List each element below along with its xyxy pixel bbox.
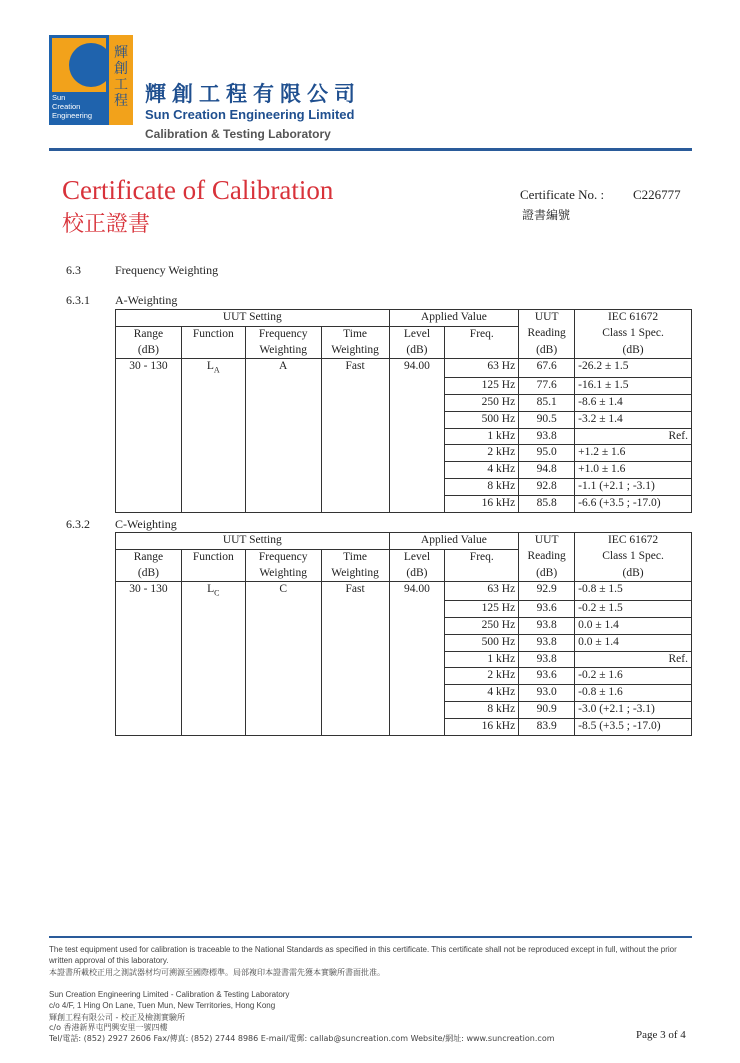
footer-notice-english: The test equipment used for calibration is traceable to the National Standards as specified in this certificate. This certificate shall not be reproduced except in full, without the prior xyxy=(49,945,677,954)
level-cell: 94.00 xyxy=(389,582,445,601)
freq-cell: 8 kHz xyxy=(445,478,519,495)
freq-cell: 16 kHz xyxy=(445,718,519,735)
footer-notice-chinese: 本證書所載校正用之測試器材均可溯源至國際標準。局部複印本證書需先獲本實驗所書面批准。 xyxy=(49,968,385,977)
logo-char: 程 xyxy=(114,93,128,109)
table-row xyxy=(116,445,692,462)
spec-cell: -16.1 ± 1.5 xyxy=(575,378,692,395)
reading-cell: 92.8 xyxy=(519,478,575,495)
level-cell: 94.00 xyxy=(389,359,445,378)
header-iec: IEC 61672 xyxy=(575,310,692,327)
c-weighting-table xyxy=(115,532,692,736)
header-applied-value: Applied Value xyxy=(389,310,519,327)
section-title: Frequency Weighting xyxy=(115,263,219,277)
header-spec: Class 1 Spec. xyxy=(575,549,692,565)
certificate-number-label: Certificate No. : xyxy=(520,187,605,202)
table-row xyxy=(116,718,692,735)
freq-cell: 2 kHz xyxy=(445,445,519,462)
freq-cell: 16 kHz xyxy=(445,495,519,512)
freq-cell: 4 kHz xyxy=(445,685,519,702)
header-level: Level xyxy=(389,326,445,342)
header-frequency-weighting-2: Weighting xyxy=(245,566,321,582)
freq-cell: 63 Hz xyxy=(445,582,519,601)
spec-cell: 0.0 ± 1.4 xyxy=(575,634,692,651)
logo-char: 創 xyxy=(114,61,128,77)
freq-cell: 1 kHz xyxy=(445,651,519,668)
laboratory-name: Calibration & Testing Laboratory xyxy=(145,127,331,141)
table-row xyxy=(116,462,692,479)
reading-cell: 85.8 xyxy=(519,495,575,512)
header-applied-value: Applied Value xyxy=(389,533,519,550)
table-row xyxy=(116,701,692,718)
spec-cell: Ref. xyxy=(575,651,692,668)
header-uut-setting: UUT Setting xyxy=(116,533,390,550)
header-blank xyxy=(445,343,519,359)
header-range: Range xyxy=(116,326,182,342)
function-cell xyxy=(181,582,245,601)
footer-address-3: 輝創工程有限公司 - 校正及檢測實驗所 xyxy=(49,1013,185,1022)
header-iec: IEC 61672 xyxy=(575,533,692,550)
certificate-number: C226777 xyxy=(633,187,681,202)
header-time-weighting-2: Weighting xyxy=(321,566,389,582)
table-row xyxy=(116,601,692,618)
reading-cell: 93.8 xyxy=(519,634,575,651)
header-freq: Freq. xyxy=(445,549,519,565)
table-row xyxy=(116,668,692,685)
logo-word: Sun xyxy=(52,93,66,102)
header-level: Level xyxy=(389,549,445,565)
header-freq: Freq. xyxy=(445,326,519,342)
reading-cell: 83.9 xyxy=(519,718,575,735)
table-row xyxy=(116,359,692,378)
page-number: Page 3 of 4 xyxy=(636,1029,686,1041)
table-row xyxy=(116,478,692,495)
footer-address-2: c/o 4/F, 1 Hing On Lane, Tuen Mun, New Territories, Hong Kong xyxy=(49,1001,276,1010)
company-name-english: Sun Creation Engineering Limited xyxy=(145,107,355,122)
freq-cell: 500 Hz xyxy=(445,411,519,428)
logo-char: 輝 xyxy=(114,45,128,61)
reading-cell: 93.6 xyxy=(519,668,575,685)
frequency-weighting-cell: C xyxy=(245,582,321,601)
spec-cell: -8.5 (+3.5 ; -17.0) xyxy=(575,718,692,735)
function-subscript: A xyxy=(213,365,220,375)
header-frequency-weighting: Frequency xyxy=(245,549,321,565)
table-row xyxy=(116,582,692,601)
reading-cell: 90.9 xyxy=(519,701,575,718)
logo-chinese-text xyxy=(109,45,133,109)
function-symbol: L xyxy=(206,360,214,373)
footer-address-4: c/o 香港新界屯門興安里一號四樓 xyxy=(49,1023,168,1032)
reading-cell: 85.1 xyxy=(519,394,575,411)
header-reading-unit: (dB) xyxy=(519,343,575,359)
logo-circle xyxy=(69,43,113,87)
reading-cell: 93.8 xyxy=(519,617,575,634)
header-range: Range xyxy=(116,549,182,565)
subsection-title: C-Weighting xyxy=(115,517,177,531)
header-uut-setting: UUT Setting xyxy=(116,310,390,327)
company-logo xyxy=(49,35,133,125)
function-cell xyxy=(181,359,245,378)
freq-cell: 250 Hz xyxy=(445,617,519,634)
table-row xyxy=(116,394,692,411)
header-spec: Class 1 Spec. xyxy=(575,326,692,342)
section-number: 6.3 xyxy=(66,263,81,277)
header-level-unit: (dB) xyxy=(389,343,445,359)
spec-cell: -1.1 (+2.1 ; -3.1) xyxy=(575,478,692,495)
certificate-title: Certificate of Calibration xyxy=(62,175,334,205)
a-weighting-table xyxy=(115,309,692,513)
header-spec-unit: (dB) xyxy=(575,343,692,359)
freq-cell: 1 kHz xyxy=(445,428,519,445)
header-function: Function xyxy=(181,549,245,565)
reading-cell: 92.9 xyxy=(519,582,575,601)
reading-cell: 94.8 xyxy=(519,462,575,479)
reading-cell: 93.6 xyxy=(519,601,575,618)
footer-address-1: Sun Creation Engineering Limited - Calibration & Testing Laboratory xyxy=(49,990,290,999)
table-row xyxy=(116,617,692,634)
spec-cell: -0.8 ± 1.6 xyxy=(575,685,692,702)
spec-cell: -8.6 ± 1.4 xyxy=(575,394,692,411)
header-time-weighting-2: Weighting xyxy=(321,343,389,359)
table-row xyxy=(116,378,692,395)
frequency-weighting-cell: A xyxy=(245,359,321,378)
freq-cell: 250 Hz xyxy=(445,394,519,411)
spec-cell: Ref. xyxy=(575,428,692,445)
header-reading-unit: (dB) xyxy=(519,566,575,582)
logo-word: Creation xyxy=(52,102,81,111)
certificate-number-label-chinese: 證書編號 xyxy=(522,208,571,222)
reading-cell: 95.0 xyxy=(519,445,575,462)
function-subscript: C xyxy=(214,588,220,598)
header-uut: UUT xyxy=(519,310,575,327)
logo-english-text xyxy=(52,93,92,120)
spec-cell: -0.8 ± 1.5 xyxy=(575,582,692,601)
freq-cell: 500 Hz xyxy=(445,634,519,651)
time-weighting-cell: Fast xyxy=(321,359,389,378)
freq-cell: 4 kHz xyxy=(445,462,519,479)
freq-cell: 63 Hz xyxy=(445,359,519,378)
header-function: Function xyxy=(181,326,245,342)
header-range-unit: (dB) xyxy=(116,566,182,582)
logo-word: Engineering xyxy=(52,111,93,120)
footer-contact: Tel/電話: (852) 2927 2606 Fax/傳真: (852) 2744 8986 E-mail/電郵: callab@suncreation.com Website/網址: www.suncreation.com xyxy=(49,1034,555,1043)
reading-cell: 90.5 xyxy=(519,411,575,428)
header-blank xyxy=(181,343,245,359)
header-spec-unit: (dB) xyxy=(575,566,692,582)
freq-cell: 125 Hz xyxy=(445,378,519,395)
spec-cell: -0.2 ± 1.6 xyxy=(575,668,692,685)
header-time-weighting: Time xyxy=(321,549,389,565)
table-row xyxy=(116,411,692,428)
header-divider xyxy=(49,148,692,151)
table-row xyxy=(116,651,692,668)
reading-cell: 93.8 xyxy=(519,428,575,445)
header-frequency-weighting: Frequency xyxy=(245,326,321,342)
freq-cell: 125 Hz xyxy=(445,601,519,618)
reading-cell: 77.6 xyxy=(519,378,575,395)
freq-cell: 2 kHz xyxy=(445,668,519,685)
spec-cell: -26.2 ± 1.5 xyxy=(575,359,692,378)
spec-cell: -6.6 (+3.5 ; -17.0) xyxy=(575,495,692,512)
company-name-chinese: 輝創工程有限公司 xyxy=(145,82,361,106)
header-level-unit: (dB) xyxy=(389,566,445,582)
spec-cell: +1.0 ± 1.6 xyxy=(575,462,692,479)
time-weighting-cell: Fast xyxy=(321,582,389,601)
header-time-weighting: Time xyxy=(321,326,389,342)
header-blank xyxy=(181,566,245,582)
reading-cell: 93.8 xyxy=(519,651,575,668)
certificate-title-chinese: 校正證書 xyxy=(62,212,151,237)
header-reading: Reading xyxy=(519,326,575,342)
spec-cell: -0.2 ± 1.5 xyxy=(575,601,692,618)
range-cell: 30 - 130 xyxy=(116,582,182,601)
range-cell: 30 - 130 xyxy=(116,359,182,378)
spec-cell: -3.0 (+2.1 ; -3.1) xyxy=(575,701,692,718)
table-row xyxy=(116,685,692,702)
spec-cell: 0.0 ± 1.4 xyxy=(575,617,692,634)
reading-cell: 67.6 xyxy=(519,359,575,378)
footer-notice-english-2: written approval of this laboratory. xyxy=(49,956,169,965)
subsection-number: 6.3.2 xyxy=(66,517,90,531)
spec-cell: -3.2 ± 1.4 xyxy=(575,411,692,428)
reading-cell: 93.0 xyxy=(519,685,575,702)
table-row xyxy=(116,428,692,445)
freq-cell: 8 kHz xyxy=(445,701,519,718)
subsection-title: A-Weighting xyxy=(115,293,178,307)
footer-divider xyxy=(49,936,692,938)
header-blank xyxy=(445,566,519,582)
header-frequency-weighting-2: Weighting xyxy=(245,343,321,359)
table-row xyxy=(116,495,692,512)
header-reading: Reading xyxy=(519,549,575,565)
spec-cell: +1.2 ± 1.6 xyxy=(575,445,692,462)
header-uut: UUT xyxy=(519,533,575,550)
table-row xyxy=(116,634,692,651)
subsection-number: 6.3.1 xyxy=(66,293,90,307)
function-symbol: L xyxy=(207,583,215,596)
logo-char: 工 xyxy=(114,77,128,93)
header-range-unit: (dB) xyxy=(116,343,182,359)
